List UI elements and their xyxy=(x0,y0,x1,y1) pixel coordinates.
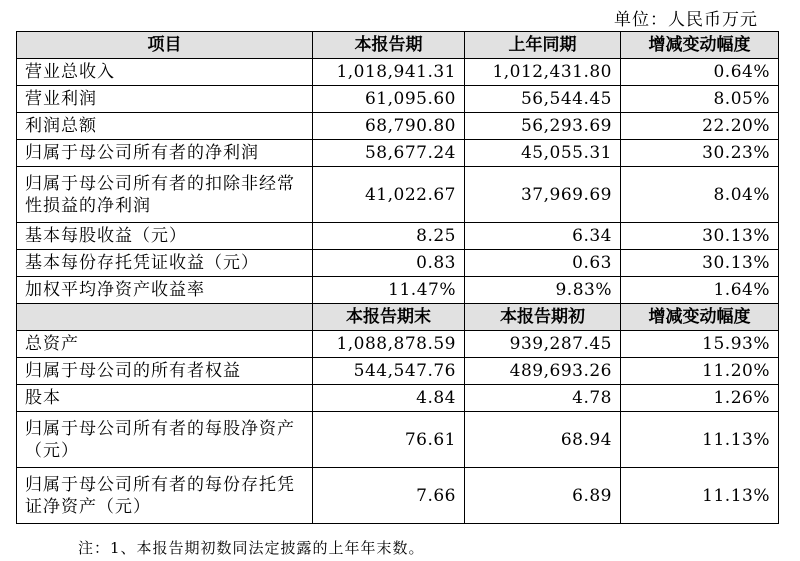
row-current: 11.47% xyxy=(313,277,465,304)
row-item: 基本每份存托凭证收益（元） xyxy=(17,250,313,277)
table-row xyxy=(17,113,779,140)
row-current: 0.83 xyxy=(313,250,465,277)
row-change: 0.64% xyxy=(621,59,779,86)
header-prior-period: 上年同期 xyxy=(465,32,621,59)
table-row xyxy=(17,223,779,250)
row-item: 营业总收入 xyxy=(17,59,313,86)
row-period-end: 76.61 xyxy=(313,412,465,468)
row-current: 58,677.24 xyxy=(313,140,465,167)
row-period-start: 939,287.45 xyxy=(465,331,621,358)
table-row xyxy=(17,468,779,524)
table-row xyxy=(17,385,779,412)
table-row xyxy=(17,331,779,358)
table-row xyxy=(17,250,779,277)
subheader-item xyxy=(17,304,313,331)
row-period-end: 1,088,878.59 xyxy=(313,331,465,358)
table-header-row xyxy=(17,32,779,59)
row-change: 30.13% xyxy=(621,250,779,277)
row-period-start: 4.78 xyxy=(465,385,621,412)
row-current: 1,018,941.31 xyxy=(313,59,465,86)
row-prior: 37,969.69 xyxy=(465,167,621,223)
table-row xyxy=(17,412,779,468)
row-change: 8.04% xyxy=(621,167,779,223)
row-current: 61,095.60 xyxy=(313,86,465,113)
row-period-start: 489,693.26 xyxy=(465,358,621,385)
row-change: 15.93% xyxy=(621,331,779,358)
row-current: 8.25 xyxy=(313,223,465,250)
row-prior: 56,544.45 xyxy=(465,86,621,113)
row-item: 归属于母公司所有者的每股净资产（元） xyxy=(17,412,313,468)
row-change: 1.26% xyxy=(621,385,779,412)
row-period-start: 68.94 xyxy=(465,412,621,468)
table-row xyxy=(17,86,779,113)
row-current: 68,790.80 xyxy=(313,113,465,140)
row-item: 归属于母公司所有者的净利润 xyxy=(17,140,313,167)
subheader-period-end: 本报告期末 xyxy=(313,304,465,331)
subheader-change: 增减变动幅度 xyxy=(621,304,779,331)
row-change: 30.13% xyxy=(621,223,779,250)
row-item: 基本每股收益（元） xyxy=(17,223,313,250)
row-change: 11.20% xyxy=(621,358,779,385)
row-change: 11.13% xyxy=(621,412,779,468)
row-item: 利润总额 xyxy=(17,113,313,140)
row-prior: 45,055.31 xyxy=(465,140,621,167)
row-item: 总资产 xyxy=(17,331,313,358)
row-change: 11.13% xyxy=(621,468,779,524)
row-prior: 1,012,431.80 xyxy=(465,59,621,86)
table-row xyxy=(17,59,779,86)
row-period-end: 4.84 xyxy=(313,385,465,412)
header-item: 项目 xyxy=(17,32,313,59)
row-prior: 9.83% xyxy=(465,277,621,304)
table-row xyxy=(17,358,779,385)
row-item: 归属于母公司所有者的扣除非经常性损益的净利润 xyxy=(17,167,313,223)
row-change: 30.23% xyxy=(621,140,779,167)
header-change: 增减变动幅度 xyxy=(621,32,779,59)
footnote: 注：1、本报告期初数同法定披露的上年年末数。 xyxy=(78,539,425,557)
row-item: 股本 xyxy=(17,385,313,412)
row-item: 归属于母公司的所有者权益 xyxy=(17,358,313,385)
row-period-start: 6.89 xyxy=(465,468,621,524)
table-row xyxy=(17,167,779,223)
table-row xyxy=(17,140,779,167)
header-current-period: 本报告期 xyxy=(313,32,465,59)
row-change: 1.64% xyxy=(621,277,779,304)
row-item: 归属于母公司所有者的每份存托凭证净资产（元） xyxy=(17,468,313,524)
table-subheader-row xyxy=(17,304,779,331)
subheader-period-start: 本报告期初 xyxy=(465,304,621,331)
row-prior: 6.34 xyxy=(465,223,621,250)
row-current: 41,022.67 xyxy=(313,167,465,223)
row-item: 营业利润 xyxy=(17,86,313,113)
table-row xyxy=(17,277,779,304)
financial-summary-table xyxy=(16,31,779,524)
row-change: 8.05% xyxy=(621,86,779,113)
row-prior: 56,293.69 xyxy=(465,113,621,140)
row-period-end: 7.66 xyxy=(313,468,465,524)
row-item: 加权平均净资产收益率 xyxy=(17,277,313,304)
row-prior: 0.63 xyxy=(465,250,621,277)
row-change: 22.20% xyxy=(621,113,779,140)
row-period-end: 544,547.76 xyxy=(313,358,465,385)
unit-label: 单位：人民币万元 xyxy=(614,10,758,30)
